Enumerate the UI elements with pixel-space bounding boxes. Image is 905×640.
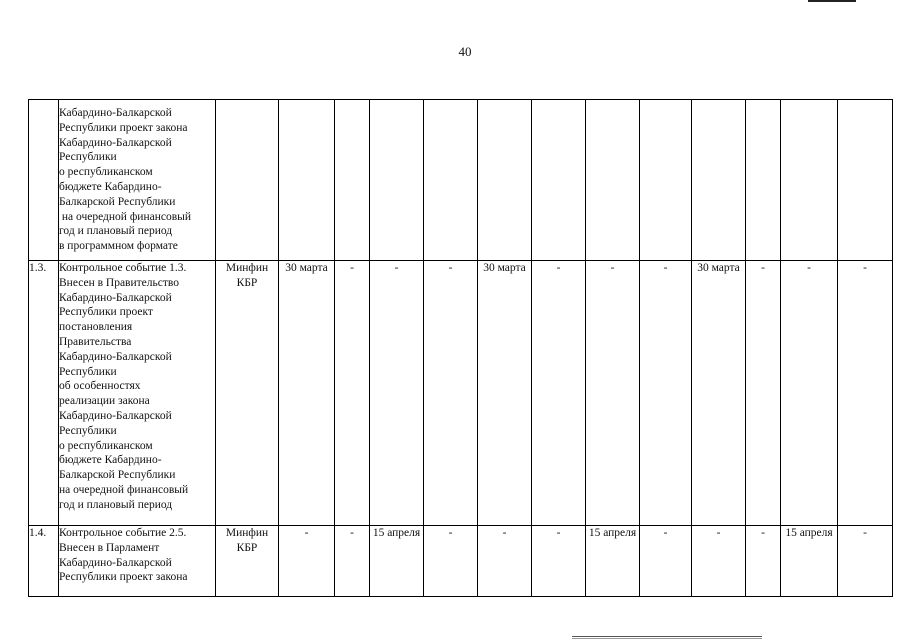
schedule-cell: -: [640, 526, 692, 597]
event-description-line: Республики: [59, 424, 117, 437]
schedule-cell: -: [279, 526, 335, 597]
schedule-cell: -: [370, 261, 424, 526]
control-events-table: [28, 99, 893, 597]
event-description-line: бюджете Кабардино-: [59, 180, 162, 193]
event-description-line: Контрольное событие 1.3.: [59, 262, 187, 274]
schedule-cell: [586, 100, 640, 261]
table-row: [29, 261, 893, 526]
page-number: 40: [458, 44, 472, 59]
schedule-cell: [746, 100, 781, 261]
schedule-cell: -: [781, 261, 838, 526]
event-description-line: Кабардино-Балкарской: [59, 409, 172, 422]
schedule-cell: [370, 100, 424, 261]
event-description-line: Республики проект: [59, 306, 153, 319]
event-description-line: Внесен в Правительство: [59, 276, 179, 289]
schedule-cell: -: [335, 261, 370, 526]
event-description-line: Балкарской Республики: [59, 195, 176, 208]
page-edge-mark-bottom: [572, 636, 762, 637]
page-edge-mark-bottom-2: [572, 638, 762, 639]
row-number-cell: 1.3.: [29, 261, 59, 526]
schedule-cell: [640, 100, 692, 261]
schedule-cell: -: [586, 261, 640, 526]
schedule-cell: -: [478, 526, 532, 597]
event-description-line: Республики: [59, 365, 117, 378]
schedule-cell: 15 апреля: [370, 526, 424, 597]
row-number-cell: [29, 100, 59, 261]
row-number-cell: 1.4.: [29, 526, 59, 597]
responsible-executor-cell: [216, 100, 279, 261]
event-description-line: о республиканском: [59, 166, 153, 179]
schedule-cell: [532, 100, 586, 261]
schedule-cell: -: [424, 526, 478, 597]
event-description-line: в программном формате: [59, 240, 178, 253]
event-description-line: Кабардино-Балкарской: [59, 136, 172, 149]
event-description-line: год и плановый период: [59, 225, 173, 238]
schedule-cell: [424, 100, 478, 261]
schedule-cell: [781, 100, 838, 261]
schedule-cell: [692, 100, 746, 261]
schedule-cell: -: [424, 261, 478, 526]
schedule-cell: [335, 100, 370, 261]
schedule-cell: -: [532, 261, 586, 526]
event-description-line: постановления: [59, 321, 133, 334]
schedule-cell: 30 марта: [279, 261, 335, 526]
event-description-line: о республиканском: [59, 439, 153, 452]
schedule-cell: -: [640, 261, 692, 526]
schedule-cell: -: [838, 261, 893, 526]
table-row: [29, 526, 893, 597]
schedule-cell: -: [838, 526, 893, 597]
event-description-cell: [59, 261, 216, 526]
event-description-line: об особенностях: [59, 380, 141, 393]
event-description-line: на очередной финансовый: [59, 483, 189, 496]
responsible-executor-cell: Минфин КБР: [216, 526, 279, 597]
schedule-cell: -: [532, 526, 586, 597]
event-description-line: Кабардино-Балкарской: [59, 556, 172, 569]
table-row: [29, 100, 893, 261]
schedule-cell: 30 марта: [692, 261, 746, 526]
event-description-line: реализации закона: [59, 395, 150, 408]
event-description-line: Контрольное событие 2.5.: [59, 527, 187, 539]
schedule-cell: [838, 100, 893, 261]
event-description-line: бюджете Кабардино-: [59, 454, 162, 467]
schedule-cell: 15 апреля: [781, 526, 838, 597]
schedule-cell: -: [746, 526, 781, 597]
event-description-line: Кабардино-Балкарской: [59, 291, 172, 304]
event-description-line: Кабардино-Балкарской: [59, 350, 172, 363]
schedule-cell: [478, 100, 532, 261]
event-description-line: Республики проект закона: [59, 571, 188, 584]
schedule-cell: -: [335, 526, 370, 597]
event-description-line: Внесен в Парламент: [59, 541, 160, 554]
event-description-cell: [59, 100, 216, 261]
event-description-line: Правительства: [59, 335, 132, 348]
event-description-line: год и плановый период: [59, 498, 173, 511]
schedule-cell: 15 апреля: [586, 526, 640, 597]
event-description-line: Республики проект закона: [59, 121, 188, 134]
schedule-cell: [279, 100, 335, 261]
event-description-line: Кабардино-Балкарской: [59, 107, 172, 119]
schedule-cell: -: [746, 261, 781, 526]
responsible-executor-cell: Минфин КБР: [216, 261, 279, 526]
event-description-line: Балкарской Республики: [59, 469, 176, 482]
event-description-line: на очередной финансовый: [59, 210, 192, 223]
schedule-cell: -: [692, 526, 746, 597]
event-description-line: Республики: [59, 151, 117, 164]
schedule-cell: 30 марта: [478, 261, 532, 526]
page-edge-mark: [808, 0, 856, 2]
event-description-cell: [59, 526, 216, 597]
